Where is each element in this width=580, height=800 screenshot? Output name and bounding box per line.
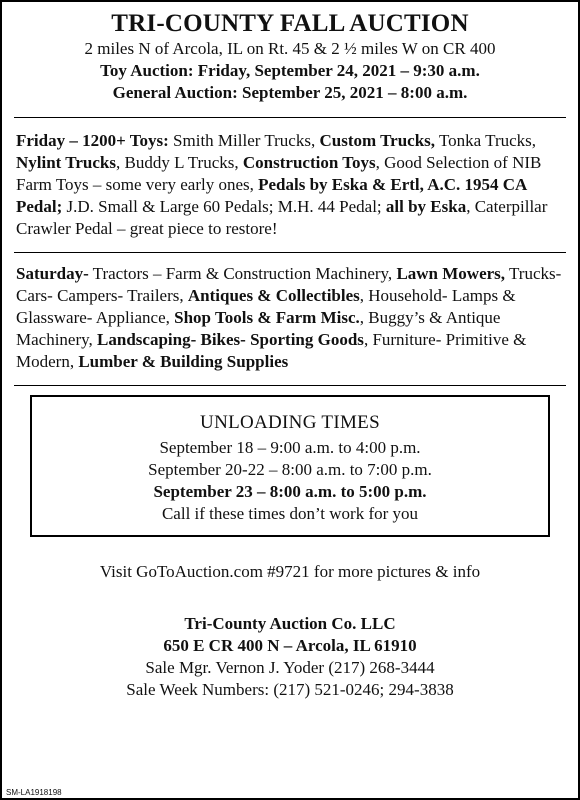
ad-title: TRI-COUNTY FALL AUCTION [111, 10, 469, 37]
toy-auction-line: Toy Auction: Friday, September 24, 2021 – 9:30 a.m. [100, 61, 480, 80]
saturday-general-paragraph: Saturday- Tractors – Farm & Construction Machinery, Lawn Mowers, Trucks- Cars- Campers- Trailers, Antiques & Collectibles, Household- Lamps & Glassware- Appliance, Shop Tools & Farm Misc., Buggy’s & Antique Machinery, Landscaping- Bikes- Sporting Goods, Furniture- Primitive & Modern, Lumber & Building Supplies [16, 264, 562, 371]
friday-toys-paragraph: Friday – 1200+ Toys: Smith Miller Trucks, Custom Trucks, Tonka Trucks, Nylint Trucks, Buddy L Trucks, Construction Toys, Good Selection of NIB Farm Toys – some very early ones, Pedals by Eska & Ertl, A.C. 1954 CA Pedal; J.D. Small & Large 60 Pedals; M.H. 44 Pedal; all by Eska, Caterpillar Crawler Pedal – great piece to restore! [16, 131, 548, 238]
sale-manager-line: Sale Mgr. Vernon J. Yoder (217) 268-3444 [145, 658, 435, 677]
unloading-line-3: September 23 – 8:00 a.m. to 5:00 p.m. [153, 482, 427, 501]
company-address: 650 E CR 400 N – Arcola, IL 61910 [163, 636, 417, 655]
company-name: Tri-County Auction Co. LLC [184, 614, 396, 633]
sale-week-numbers: Sale Week Numbers: (217) 521-0246; 294-3838 [126, 680, 454, 699]
saturday-heading: Saturday- [16, 264, 89, 283]
ad-header [2, 2, 578, 104]
company-info [2, 613, 578, 701]
visit-website-line: Visit GoToAuction.com #9721 for more pictures & info [99, 562, 481, 581]
unloading-line-2: September 20-22 – 8:00 a.m. to 7:00 p.m. [148, 460, 432, 479]
unloading-times-box [30, 395, 550, 537]
friday-heading: Friday – 1200+ Toys: [16, 131, 169, 150]
unloading-title: UNLOADING TIMES [200, 412, 380, 433]
location-line: 2 miles N of Arcola, IL on Rt. 45 & 2 ½ miles W on CR 400 [84, 39, 496, 58]
unloading-line-4: Call if these times don’t work for you [161, 504, 419, 523]
unloading-line-1: September 18 – 9:00 a.m. to 4:00 p.m. [159, 438, 421, 457]
general-auction-line: General Auction: September 25, 2021 – 8:00 a.m. [112, 83, 468, 102]
ad-reference-code: SM-LA1918198 [6, 788, 62, 797]
